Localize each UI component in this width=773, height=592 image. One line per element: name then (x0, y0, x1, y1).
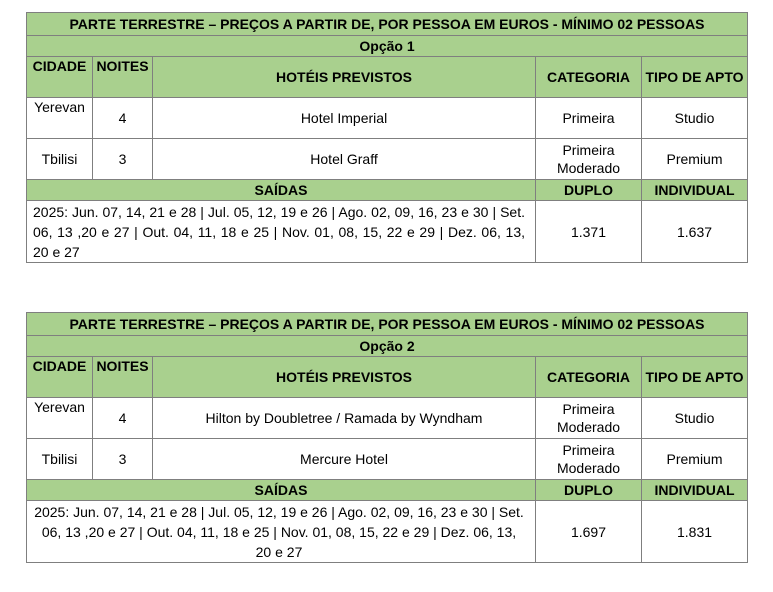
departure-dates: 2025: Jun. 07, 14, 21 e 28 | Jul. 05, 12, 19 e 26 | Ago. 02, 09, 16, 23 e 30 | Set. 06, 13 ,20 e 27 | Out. 04, 11, 18 e 25 | Nov. 01, 08, 15, 22 e 29 | Dez. 06, 13, 20 e 27 (27, 501, 536, 563)
option-label: Opção 2 (27, 336, 748, 357)
cell-categoria: Primeira Moderado (536, 439, 642, 480)
price-individual: 1.637 (642, 201, 748, 263)
table-title: PARTE TERRESTRE – PREÇOS A PARTIR DE, POR PESSOA EM EUROS - MÍNIMO 02 PESSOAS (27, 313, 748, 336)
cell-hotel: Hotel Graff (153, 139, 536, 180)
price-duplo: 1.697 (536, 501, 642, 563)
table-row (27, 139, 748, 180)
individual-header: INDIVIDUAL (642, 480, 748, 501)
header-tipo: TIPO DE APTO (642, 57, 748, 98)
table-row (27, 98, 748, 139)
cell-tipo: Studio (642, 98, 748, 139)
cell-hotel: Mercure Hotel (153, 439, 536, 480)
duplo-header: DUPLO (536, 180, 642, 201)
cell-tipo: Premium (642, 439, 748, 480)
table-title: PARTE TERRESTRE – PREÇOS A PARTIR DE, POR PESSOA EM EUROS - MÍNIMO 02 PESSOAS (27, 13, 748, 36)
cell-tipo: Premium (642, 139, 748, 180)
price-duplo: 1.371 (536, 201, 642, 263)
header-hoteis: HOTÉIS PREVISTOS (153, 357, 536, 398)
table-row (27, 439, 748, 480)
cell-categoria: Primeira (536, 98, 642, 139)
header-categoria: CATEGORIA (536, 357, 642, 398)
option-label: Opção 1 (27, 36, 748, 57)
header-cidade: CIDADE (27, 57, 93, 98)
cell-categoria: Primeira Moderado (536, 398, 642, 439)
cell-hotel: Hilton by Doubletree / Ramada by Wyndham (153, 398, 536, 439)
header-hoteis: HOTÉIS PREVISTOS (153, 57, 536, 98)
cell-cidade: Tbilisi (27, 439, 93, 480)
cell-cidade: Tbilisi (27, 139, 93, 180)
cell-tipo: Studio (642, 398, 748, 439)
cell-noites: 4 (93, 98, 153, 139)
individual-header: INDIVIDUAL (642, 180, 748, 201)
cell-hotel: Hotel Imperial (153, 98, 536, 139)
header-tipo: TIPO DE APTO (642, 357, 748, 398)
table-row (27, 398, 748, 439)
cell-noites: 3 (93, 139, 153, 180)
cell-noites: 3 (93, 439, 153, 480)
header-noites: NOITES (93, 57, 153, 98)
saidas-header: SAÍDAS (27, 480, 536, 501)
header-cidade: CIDADE (27, 357, 93, 398)
cell-cidade: Yerevan (27, 398, 93, 439)
cell-cidade: Yerevan (27, 98, 93, 139)
price-individual: 1.831 (642, 501, 748, 563)
price-table-option-2 (26, 312, 748, 563)
departure-dates: 2025: Jun. 07, 14, 21 e 28 | Jul. 05, 12, 19 e 26 | Ago. 02, 09, 16, 23 e 30 | Set. 06, 13 ,20 e 27 | Out. 04, 11, 18 e 25 | Nov. 01, 08, 15, 22 e 29 | Dez. 06, 13, 20 e 27 (27, 201, 536, 263)
price-table-option-1 (26, 12, 748, 263)
header-noites: NOITES (93, 357, 153, 398)
saidas-header: SAÍDAS (27, 180, 536, 201)
cell-noites: 4 (93, 398, 153, 439)
cell-categoria: Primeira Moderado (536, 139, 642, 180)
duplo-header: DUPLO (536, 480, 642, 501)
header-categoria: CATEGORIA (536, 57, 642, 98)
